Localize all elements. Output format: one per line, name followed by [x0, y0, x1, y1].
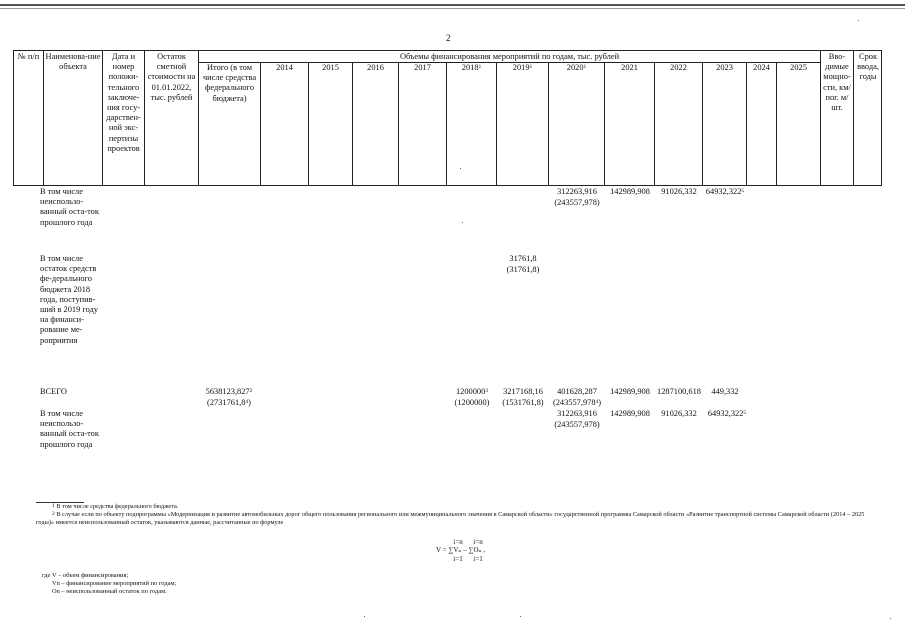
row3-2019-value: 3217168,16 — [503, 387, 543, 396]
header-year-2024: 2024 — [753, 63, 770, 72]
row3-2018-federal: (1200000) — [454, 398, 490, 407]
header-year-2014: 2014 — [276, 63, 293, 72]
scan-speck — [858, 20, 859, 21]
col-divider — [654, 62, 655, 186]
row4-2020-value: 312263,916 — [557, 409, 597, 418]
header-num: № п/п — [17, 52, 40, 61]
page-number: 2 — [446, 33, 451, 43]
header-remaining-cost: Остаток сметной стоимости на 01.01.2022, тыс. рублей — [147, 52, 196, 102]
top-border-line-secondary — [0, 8, 905, 9]
row3-2020-federal: (243557,978$^4$) — [552, 398, 602, 407]
row3-total-federal: (2731761,8$^4$) — [207, 398, 251, 407]
row2-2019-value: 31761,8 — [509, 254, 537, 263]
formula-sum-bottom-left: i=1 — [453, 555, 463, 563]
header-expertise-date: Дата и номер положи-тельного заключе-ния госу-дарствен-ной экс-пертизы проектов — [106, 52, 141, 153]
row4-2022-value: 91026,332 — [661, 409, 697, 418]
header-year-2021: 2021 — [621, 63, 638, 72]
legend-line-1: где V – объем финансирования; — [42, 572, 129, 579]
header-year-2019: 2019$^1$ — [512, 63, 533, 72]
scan-speck — [890, 618, 891, 619]
row2-2019-federal: (31761,8) — [506, 265, 540, 274]
col-divider — [776, 62, 777, 186]
header-deadline: Срок ввода, годы — [857, 52, 879, 82]
footnote-1: $^1$ В том числе средства федерального бюджета. — [52, 503, 179, 510]
header-year-2025: 2025 — [790, 63, 807, 72]
header-year-2016: 2016 — [367, 63, 384, 72]
row3-2018-value: 1200000$^3$ — [455, 387, 489, 396]
header-year-2023: 2023 — [716, 63, 733, 72]
col-divider — [260, 62, 261, 186]
row-label-unused-balance-2: В том числе неиспользо-ванный оста-ток прошлого года — [40, 409, 99, 449]
row3-2020-value: 401628,287 — [557, 387, 597, 396]
scan-speck — [462, 222, 463, 223]
footnote-2: $^2$ В случае если по объекту подпрограммы «Модернизация и развитие автомобильных дорог общего пользования регионального или межмуниципального значения в Самарской области» государственной программы Самарской области «Развитие транспортной системы Самарской области (2014 – 2025 годы)» имеется неиспользованный остаток, указываются данные, рассчитанные по формуле — [36, 511, 865, 526]
header-total: Итого (в том числе средства федерального бюджета) — [202, 63, 257, 103]
header-year-2018: 2018$^1$ — [461, 63, 482, 72]
col-divider — [446, 62, 447, 186]
header-year-2017: 2017 — [414, 63, 431, 72]
formula-sum-bottom-right: i=1 — [473, 555, 483, 563]
formula-main: V = ∑Vₙ – ∑Oₙ , — [436, 546, 486, 554]
row1-2023-value: 64932,322$^5$ — [705, 187, 745, 196]
row3-2019-federal: (1531761,8) — [502, 398, 544, 407]
row1-2020-value: 312263,916 — [557, 187, 597, 196]
col-divider — [308, 62, 309, 186]
header-year-2015: 2015 — [322, 63, 339, 72]
header-capacity: Вво-димые мощно-сти, км/ пог. м/шт. — [823, 52, 851, 113]
header-name: Наименова-ние объекта — [45, 52, 101, 72]
col-divider — [746, 62, 747, 186]
col-divider — [604, 62, 605, 186]
legend-line-2: Vn – финансирование мероприятий по годам; — [52, 580, 177, 587]
row3-total-value: 5638123,827$^2$ — [205, 387, 253, 396]
row4-2020-federal: (243557,978) — [554, 420, 600, 429]
scan-speck — [460, 168, 461, 169]
formula-sum-top-left: i=n — [453, 538, 463, 546]
row4-2023-value: 64932,322$^5$ — [707, 409, 747, 418]
legend-line-3: On – неиспользованный остаток по годам. — [52, 588, 167, 595]
row-label-total: ВСЕГО — [40, 387, 67, 396]
header-year-2022: 2022 — [670, 63, 687, 72]
col-divider — [548, 62, 549, 186]
col-divider — [352, 62, 353, 186]
col-divider — [702, 62, 703, 186]
row-label-unused-balance: В том числе неиспользо-ванный оста-ток прошлого года — [40, 187, 99, 227]
scan-speck — [520, 616, 521, 617]
formula-sum-top-right: i=n — [473, 538, 483, 546]
row1-2020-federal: (243557,978) — [554, 198, 600, 207]
row3-2021-value: 142989,908 — [610, 387, 650, 396]
row3-2022-value: 1287100,618 — [657, 387, 701, 396]
row1-2021-value: 142989,908 — [610, 187, 650, 196]
header-year-2020: 2020$^1$ — [566, 63, 587, 72]
row-label-federal-balance-2018: В том числе остаток средств фе-дерального бюджета 2018 года, поступив-ший в 2019 году на финанси-рование ме-роприятия — [40, 254, 99, 345]
row1-2022-value: 91026,332 — [661, 187, 697, 196]
col-divider — [496, 62, 497, 186]
scan-speck — [364, 616, 365, 617]
top-border-line — [0, 4, 905, 6]
row3-2023-value: 449,332 — [711, 387, 739, 396]
header-funding-group: Объемы финансирования мероприятий по годам, тыс. рублей — [399, 52, 620, 61]
row4-2021-value: 142989,908 — [610, 409, 650, 418]
col-divider — [398, 62, 399, 186]
